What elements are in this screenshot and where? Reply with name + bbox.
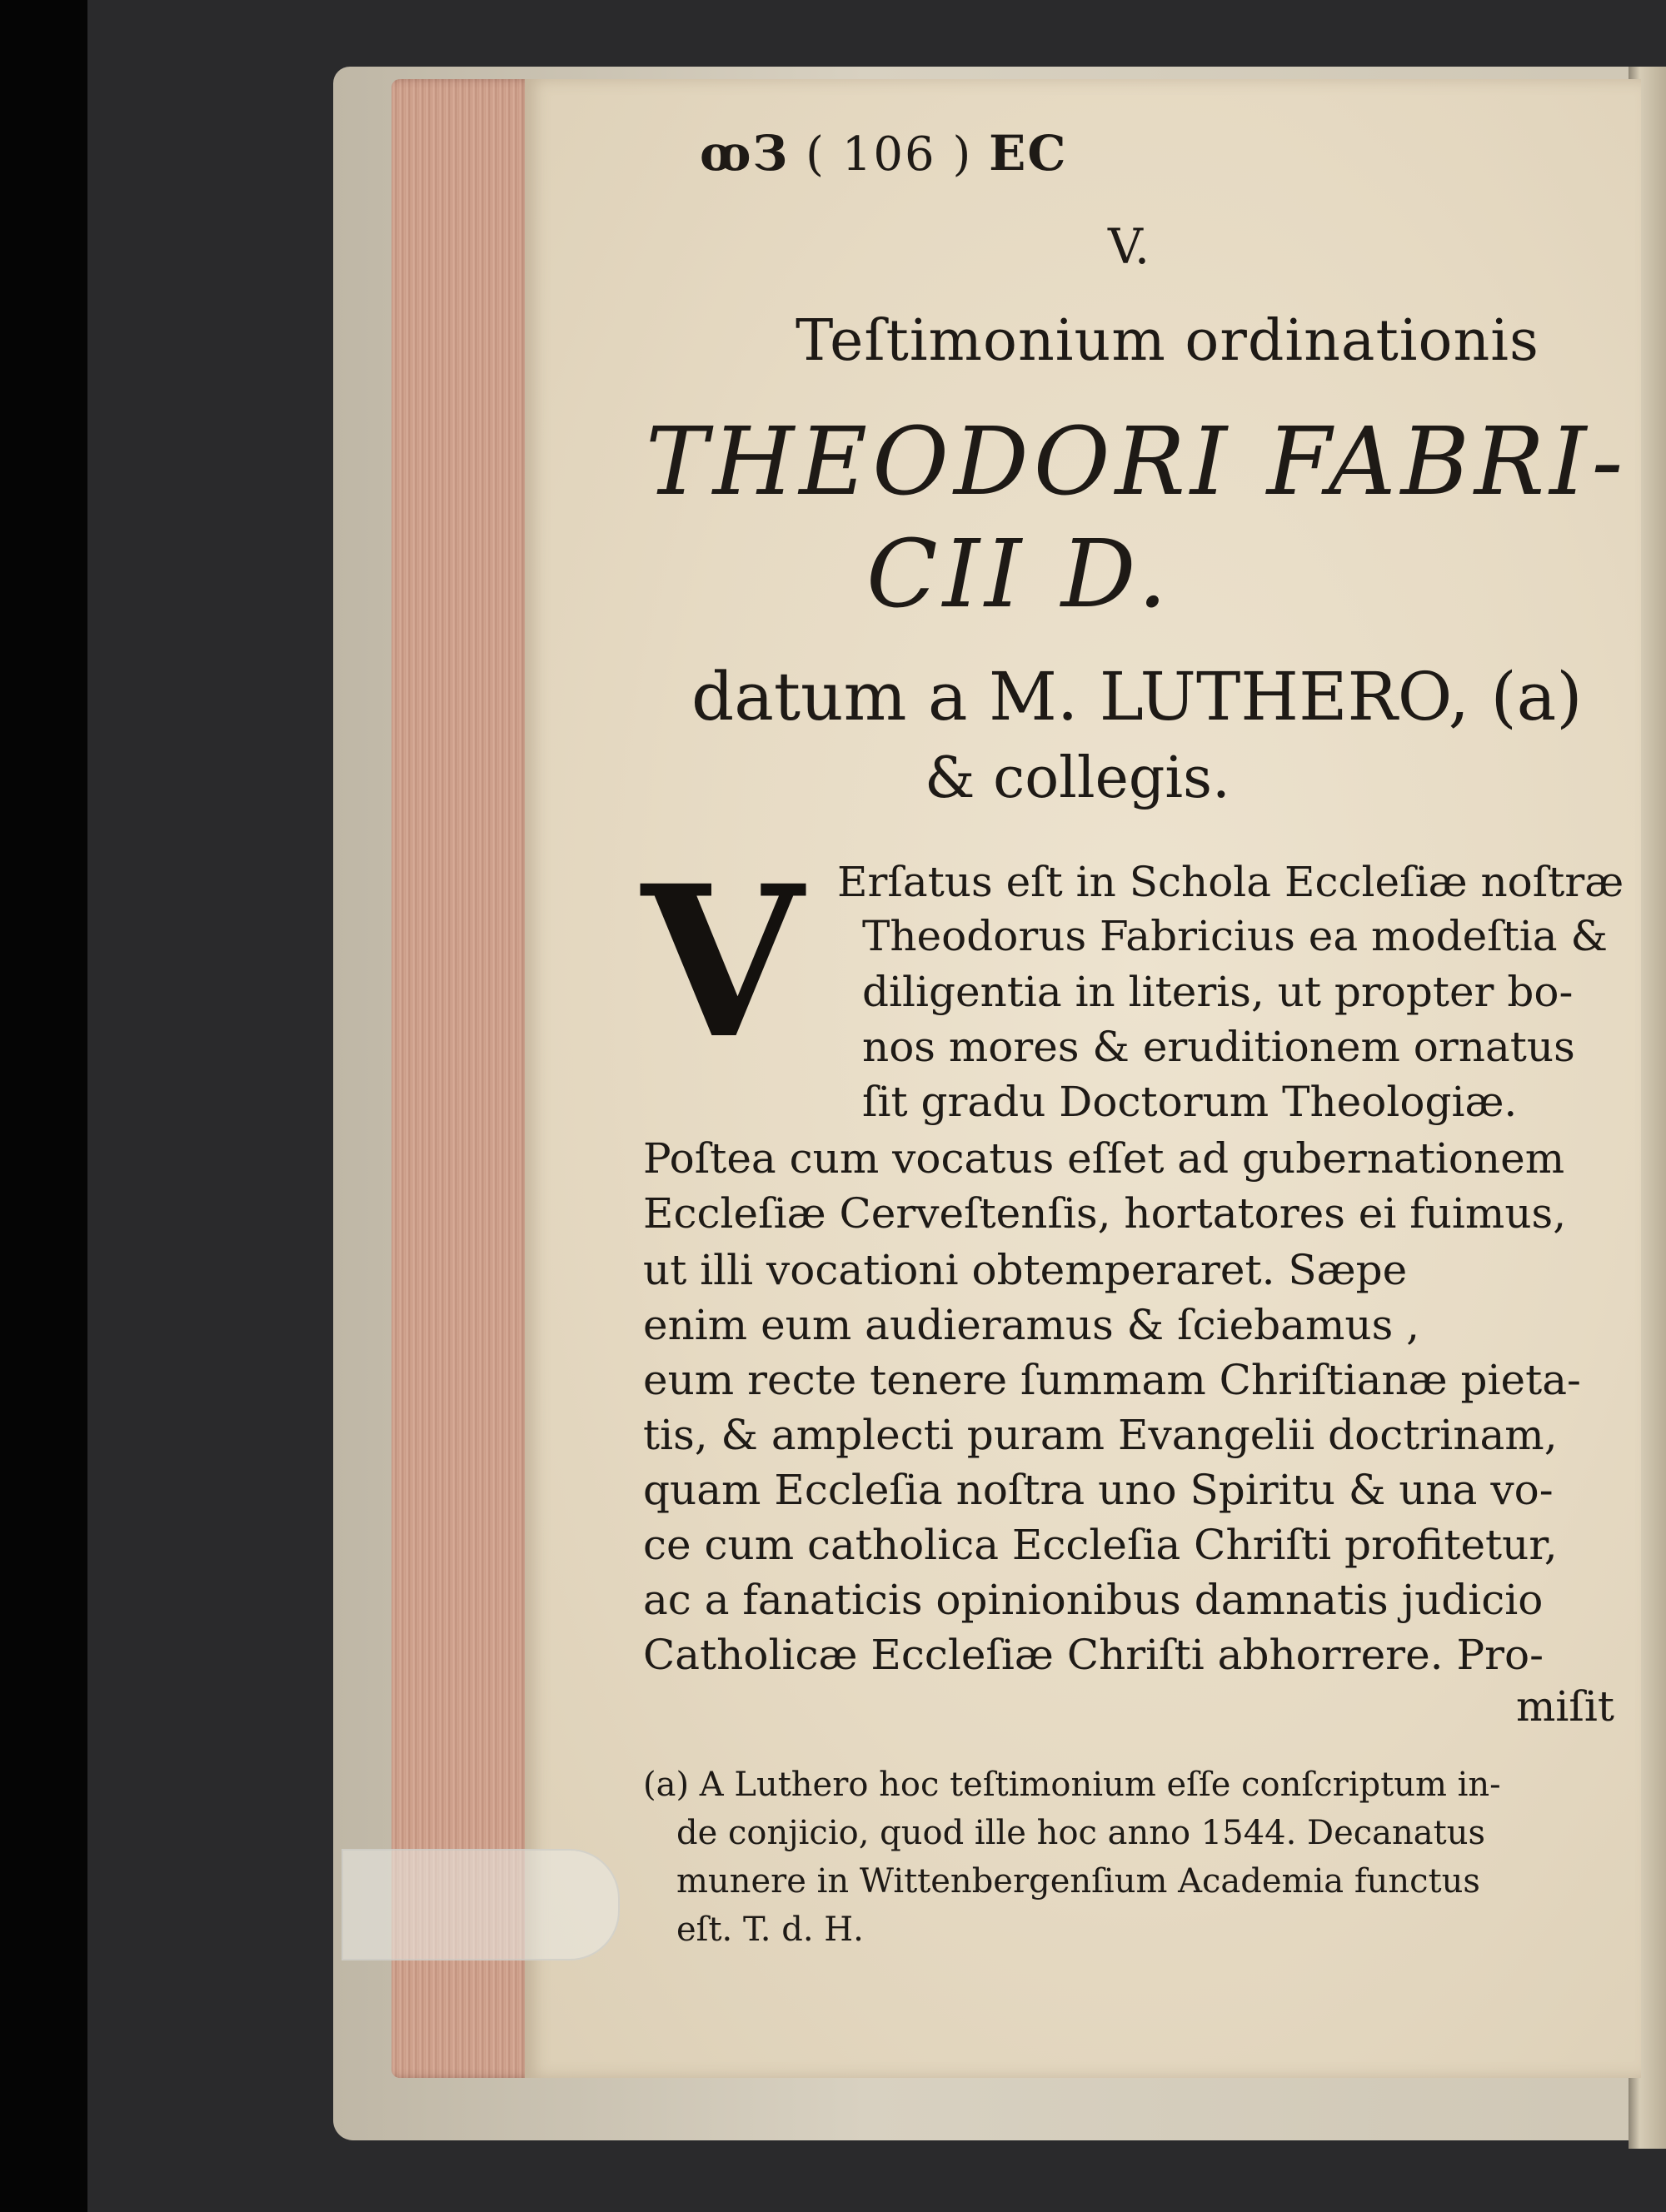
title-line-5: & collegis.	[925, 745, 1230, 811]
footnote-line: munere in Wittenbergenſium Academia functus	[676, 1862, 1480, 1901]
body-line: ac a fanaticis opinionibus damnatis judicio	[643, 1576, 1544, 1624]
body-line: tis, & amplecti puram Evangelii doctrinam,	[643, 1411, 1558, 1459]
body-line: diligentia in literis, ut propter bo-	[862, 968, 1574, 1016]
body-line: eum recte tenere ſummam Chriſtianæ pieta-	[643, 1356, 1581, 1404]
catchword: miſit	[1516, 1682, 1614, 1731]
footnote-line: (a) A Luthero hoc teſtimonium eſſe conſcriptum in-	[643, 1766, 1501, 1804]
body-line: ut illi vocationi obtemperaret. Sæpe	[643, 1246, 1408, 1294]
title-line-2: THEODORI FABRI-	[646, 408, 1629, 516]
body-line: enim eum audieramus & ſciebamus ,	[643, 1301, 1420, 1349]
body-line: ce cum catholica Eccleſia Chriſti profitetur,	[643, 1521, 1558, 1569]
header-ornament-right: ЕC	[989, 125, 1068, 182]
drop-cap: V	[641, 839, 803, 1084]
footnote-line: eſt. T. d. H.	[676, 1911, 864, 1949]
body-line: ſit gradu Doctorum Theologiæ.	[862, 1078, 1518, 1126]
title-line-4: datum a M. LUTHERO, (a)	[691, 658, 1583, 735]
footnote-line: de conjicio, quod ille hoc anno 1544. Decanatus	[676, 1814, 1485, 1852]
body-line: Catholicæ Eccleſiæ Chriſti abhorrere. Pro-	[643, 1631, 1544, 1679]
title-line-3: CII D.	[866, 521, 1173, 629]
body-line: quam Eccleſia noſtra uno Spiritu & una vo-	[643, 1466, 1554, 1514]
page-block-edges	[392, 79, 533, 2078]
page-header	[700, 125, 1068, 182]
header-ornament-left: ꝏЗ	[700, 125, 790, 182]
bookmark-tab	[342, 1849, 620, 1960]
body-line: Erſatus eſt in Schola Eccleſiæ noſtræ	[837, 858, 1624, 906]
title-line-1: Teſtimonium ordinationis	[796, 308, 1539, 374]
scan-border	[0, 0, 87, 2212]
body-line: Theodorus Fabricius ea modeſtia &	[862, 912, 1608, 960]
page-number: ( 106 )	[806, 127, 973, 182]
body-line: Poſtea cum vocatus eſſet ad gubernationem	[643, 1134, 1565, 1183]
body-line: nos mores & eruditionem ornatus	[862, 1023, 1575, 1071]
body-line: Eccleſiæ Cerveſtenſis, hortatores ei fuimus,	[643, 1189, 1567, 1238]
section-numeral: V.	[1108, 218, 1150, 275]
